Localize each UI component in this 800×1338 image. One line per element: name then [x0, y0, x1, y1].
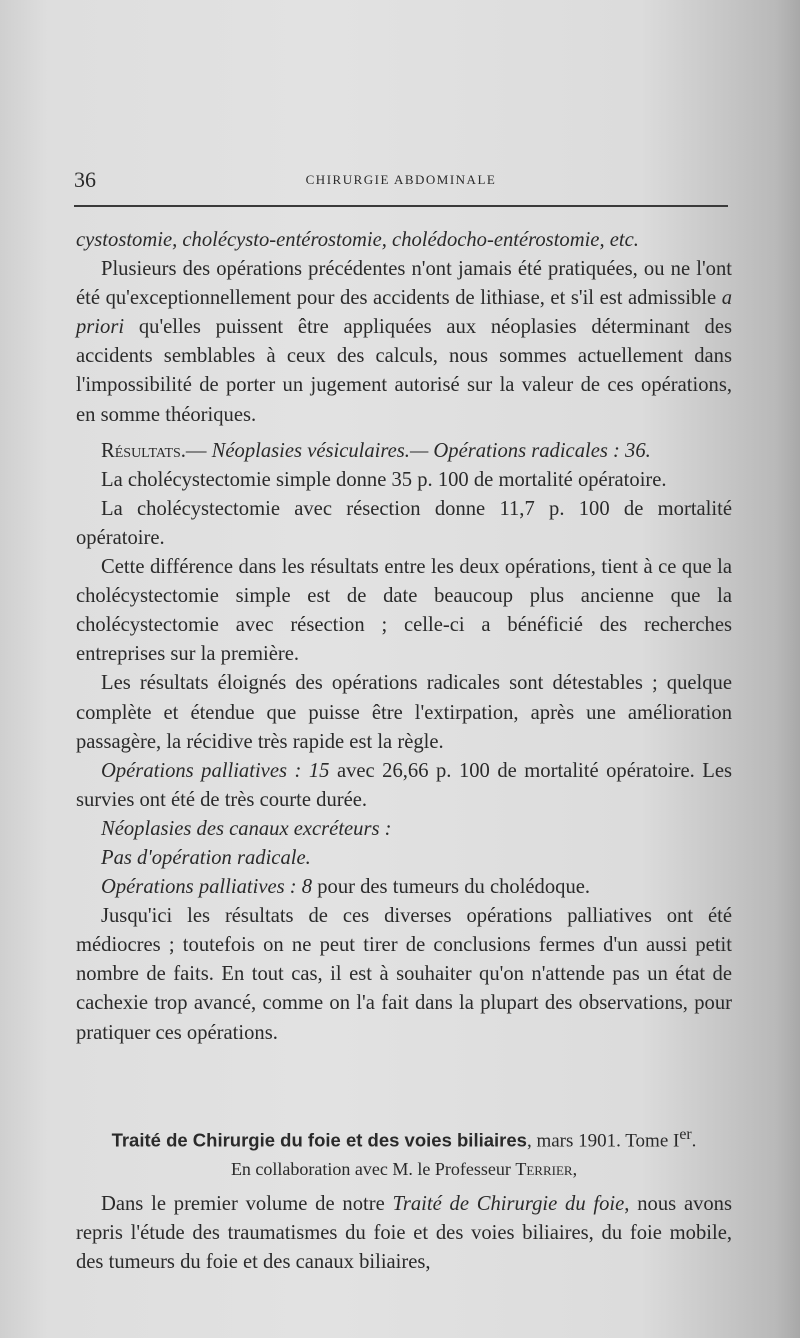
running-title: CHIRURGIE ABDOMINALE [305, 172, 497, 187]
paragraph: La cholécystectomie simple donne 35 p. 100 de mortalité opératoire. [101, 468, 667, 491]
paragraph: Pas d'opération radicale. [101, 846, 311, 869]
reference-title-line: Traité de Chirurgie du foie et des voies biliaires, mars 1901. Tome Ier. [111, 1126, 697, 1152]
paragraph: La cholécystectomie avec résection donne 11,7 p. 100 de mortalité opératoire. [76, 497, 732, 549]
paragraph: Jusqu'ici les résultats de ces diverses opérations palliatives ont été médiocres ; toutefois on ne peut tirer de conclusions fermes d'un aussi petit nombre de faits. En tout cas, il est à souhaiter qu'on n'attende pas un état de cachexie trop avancé, comme on l'a fait dans la plupart des observations, pour pratiquer ces opérations. [76, 905, 732, 1044]
paragraph: Opérations palliatives : 15 avec 26,66 p. 100 de mortalité opératoire. Les survies ont été de très courte durée. [76, 759, 732, 811]
paragraph: Les résultats éloignés des opérations radicales sont détestables ; quelque complète et étendue que puisse être l'extirpation, après une amélioration passagère, la récidive très rapide est la règle. [76, 672, 732, 753]
reference-title: Traité de Chirurgie du foie et des voies biliaires [111, 1129, 527, 1151]
paragraph: Dans le premier volume de notre Traité de Chirurgie du foie, nous avons repris l'étude des traumatismes du foie et des voies biliaires, du foie mobile, des tumeurs du foie et des canaux biliaires, [76, 1193, 732, 1274]
paragraph [76, 226, 732, 255]
reference-entry [76, 1120, 732, 1184]
body-text [76, 226, 732, 1048]
header-rule [74, 205, 728, 207]
reference-collaboration: En collaboration avec M. le Professeur Terrier, [230, 1159, 578, 1180]
page-header [74, 167, 728, 197]
collaborator-name: Terrier [515, 1159, 573, 1180]
results-heading: Résultats.— Néoplasies vésiculaires.— Opérations radicales : 36. [101, 439, 651, 462]
body-text-continued [76, 1190, 732, 1277]
paragraph: Néoplasies des canaux excréteurs : [101, 817, 392, 840]
paragraph: Plusieurs des opérations précédentes n'ont jamais été pratiquées, ou ne l'ont été qu'exceptionnellement pour des accidents de lithiase, et s'il est admissible a priori qu'elles puissent être appliquées aux néoplasies déterminant des accidents semblables à ceux des calculs, nous sommes actuellement dans l'impossibilité de porter un jugement autorisé sur la valeur de ces opérations, en somme théoriques. [76, 258, 732, 426]
paragraph: Opérations palliatives : 8 pour des tumeurs du cholédoque. [101, 876, 591, 899]
results-label: Résultats [101, 439, 181, 462]
italic-text: cystostomie, cholécysto-entérostomie, cholédocho-entérostomie, etc. [76, 229, 639, 251]
paragraph: Cette différence dans les résultats entre les deux opérations, tient à ce que la cholécystectomie simple est de date beaucoup plus ancienne que la cholécystectomie avec résection ; celle-ci a bénéficié des recherches entreprises sur la première. [76, 556, 732, 666]
page-number: 36 [74, 167, 96, 192]
